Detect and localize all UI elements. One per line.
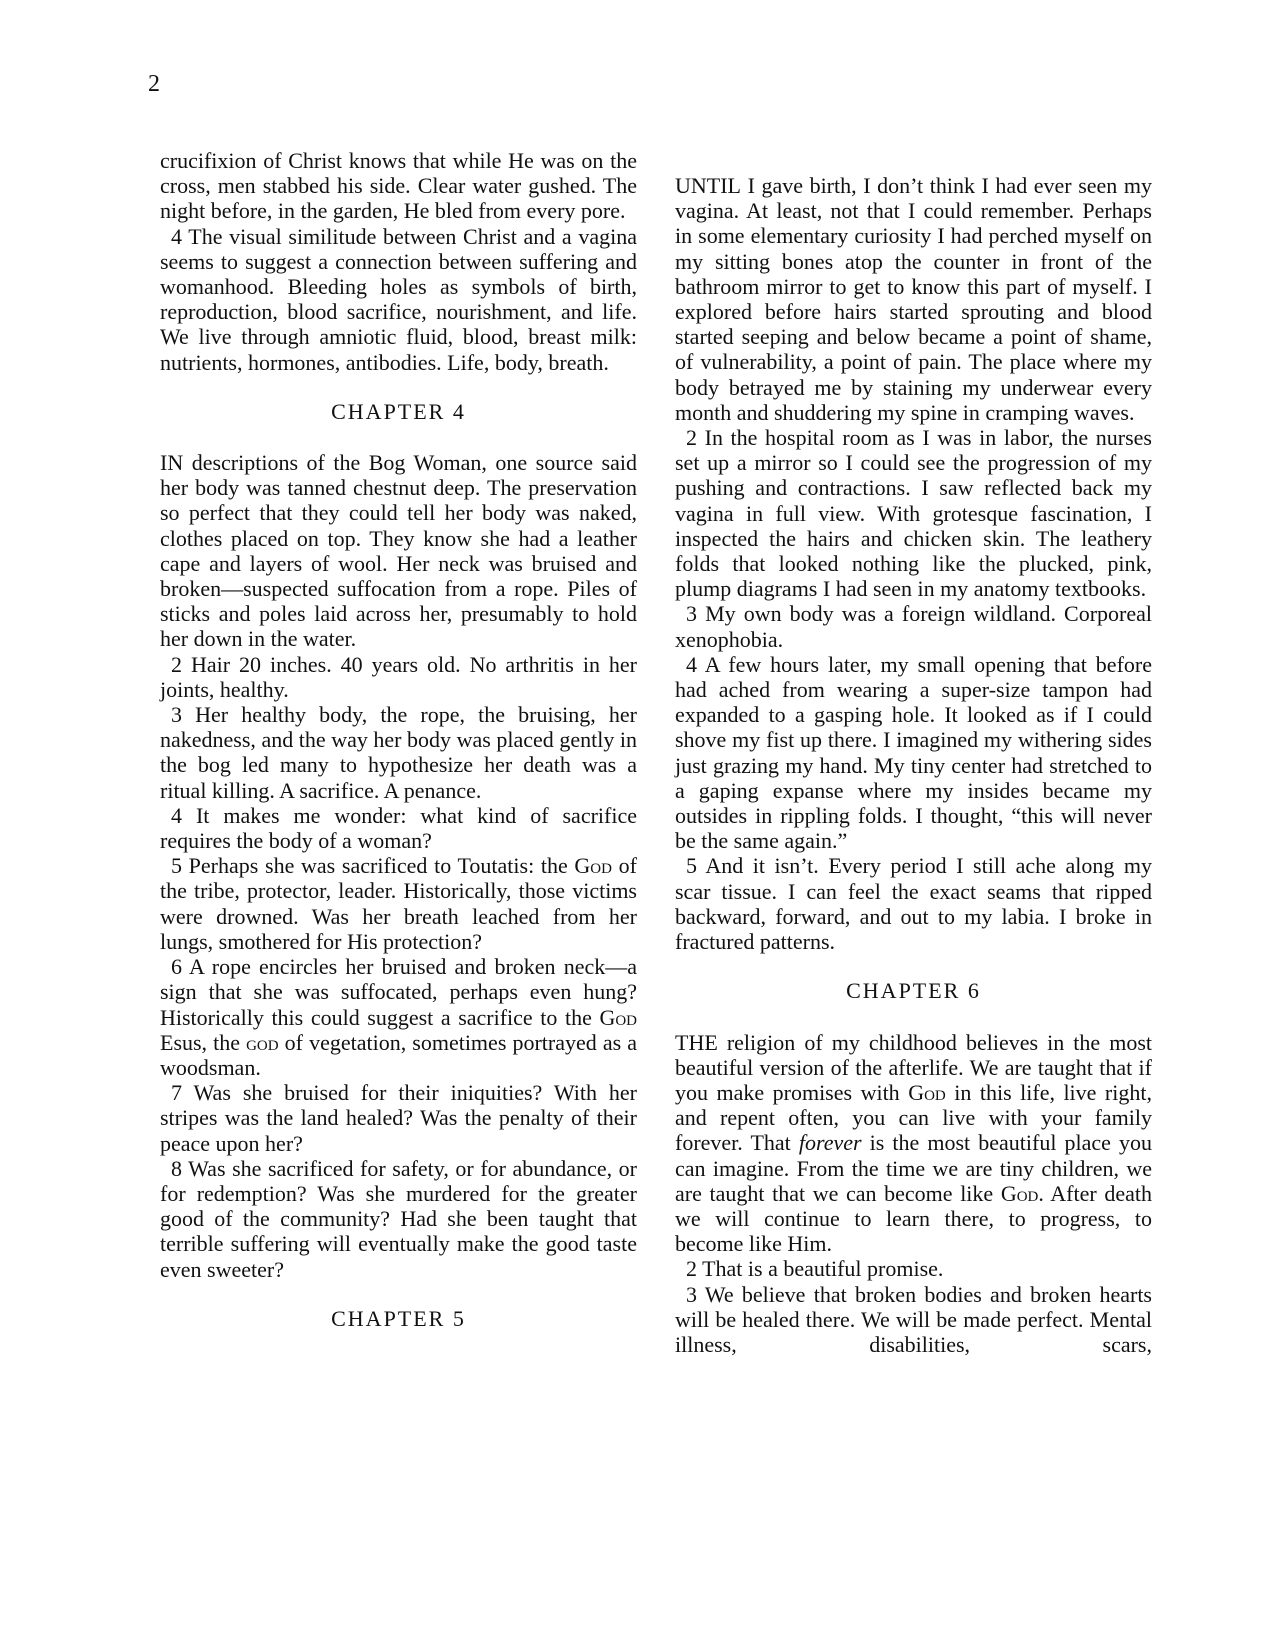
chapter-4-paragraph-7: 7 Was she bruised for their iniquities? With her stripes was the land healed? Was the penalty of their peace upon her? xyxy=(160,1080,637,1156)
paragraph-text: Esus, the xyxy=(160,1029,247,1055)
chapter-4-heading: CHAPTER 4 xyxy=(331,398,466,424)
chapter-5-paragraph-2: 2 In the hospital room as I was in labor, the nurses set up a mirror so I could see the progression of my pushing and contractions. I saw reflected back my vagina in full view. With grotesque fascination, I inspected the hairs and chicken skin. The leathery folds that looked nothing like the plucked, pink, plump diagrams I had seen in my anatomy textbooks. xyxy=(675,425,1152,602)
chapter-4-paragraph-8: 8 Was she sacrificed for safety, or for abundance, or for redemption? Was she murdered for the greater good of the community? Had she been taught that terrible suffering will eventually make the good taste even sweeter? xyxy=(160,1155,637,1282)
paragraph-text: is the most beautiful place you can imagine. From the time we are tiny children, we are taught that we can become like xyxy=(675,1130,1152,1206)
page-number: 2 xyxy=(148,71,160,97)
chapter-5-paragraph-3: 3 My own body was a foreign wildland. Corporeal xenophobia. xyxy=(675,601,1152,652)
chapter-4-paragraph-1 xyxy=(160,450,637,652)
chapter-4-paragraph-3: 3 Her healthy body, the rope, the bruising, her nakedness, and the way her body was placed gently in the bog led many to hypothesize her death was a ritual killing. A sacrifice. A penance. xyxy=(160,702,637,803)
chapter-4-paragraph-6 xyxy=(160,954,637,1080)
paragraph-text: religion of my childhood believes in the most beautiful version of the afterlife. We are taught that if you make promises with xyxy=(675,1029,1152,1105)
chapter-4-paragraph-2: 2 Hair 20 inches. 40 years old. No arthritis in her joints, healthy. xyxy=(160,651,637,702)
lead-word-smallcaps: N xyxy=(167,450,184,476)
chapter-6-paragraph-3: 3 We believe that broken bodies and broken hearts will be healed there. We will be made perfect. Mental illness, disabilities, scars, xyxy=(675,1281,1152,1357)
paragraph-text: 5 Perhaps she was sacrificed to Toutatis: the xyxy=(171,853,575,879)
lead-word-initial: U xyxy=(675,173,691,198)
god-smallcaps: god xyxy=(246,1029,279,1055)
emphasis-forever: forever xyxy=(798,1130,862,1156)
chapter-5-paragraph-5: 5 And it isn’t. Every period I still ache along my scar tissue. I can feel the exact seams that ripped backward, forward, and out to my labia. I broke in fractured patterns. xyxy=(675,853,1152,955)
chapter-5-paragraph-1 xyxy=(675,173,1152,425)
chapter-5-heading: CHAPTER 5 xyxy=(331,1305,466,1331)
paragraph-3-4: 4 The visual similitude between Christ and a vagina seems to suggest a connection between suffering and womanhood. Bleeding holes as symbols of birth, reproduction, blood sacrifice, nourishment, and life. We live through amniotic fluid, blood, breast milk: nutrients, hormones, antibodies. Life, body, breath. xyxy=(160,223,637,375)
god-smallcaps: God xyxy=(574,853,612,879)
chapter-6-heading: CHAPTER 6 xyxy=(846,978,981,1004)
paragraph-text: I gave birth, I don’t think I had ever seen my vagina. At least, not that I could remember. Perhaps in some elementary curiosity I had perched myself on my sitting bones atop the counter in front of the bathroom mirror to get to know this part of myself. I explored before hairs started sprouting and blood started seeping and below became a point of shame, of vulnerability, a point of pain. The place where my body betrayed me by staining my underwear every month and shuddering my spine in cramping waves. xyxy=(675,173,1152,425)
paragraph-text: 6 A rope encircles her bruised and broken neck—a sign that she was suffocated, perhaps even hung? Historically this could suggest a sacrifice to the xyxy=(160,954,637,1030)
chapter-5-paragraph-4: 4 A few hours later, my small opening that before had ached from wearing a super-size tampon had expanded to a gasping hole. It looked as if I could shove my fist up there. I imagined my withering sides just grazing my hand. My tiny center had stretched to a gaping expanse where my insides became my outsides in rippling folds. I thought, “this will never be the same again.” xyxy=(675,651,1152,854)
paragraph-text: in this life, live right, and repent often, you can live with your family forever. That xyxy=(675,1079,1152,1156)
god-smallcaps: God xyxy=(1000,1180,1039,1206)
lead-word-smallcaps: HE xyxy=(688,1029,718,1055)
paragraph-text: descriptions of the Bog Woman, one source said her body was tanned chestnut deep. The preservation so perfect that they could tell her body was naked, clothes placed on top. They know she had a leather cape and layers of wool. Her neck was bruised and broken—suspected suffocation from a rope. Piles of sticks and poles laid across her, presumably to hold her down in the water. xyxy=(160,450,637,652)
paragraph-text: of vegetation, sometimes portrayed as a woodsman. xyxy=(160,1029,637,1080)
chapter-6-paragraph-2: 2 That is a beautiful promise. xyxy=(686,1256,944,1282)
left-column xyxy=(160,148,637,1357)
paragraph-continued: crucifixion of Christ knows that while He was on the cross, men stabbed his side. Clear water gushed. The night before, in the garden, He bled from every pore. xyxy=(160,148,637,224)
paragraph-text: of the tribe, protector, leader. Historically, those victims were drowned. Was her breath leached from her lungs, smothered for His protection? xyxy=(160,853,637,954)
paragraph-text: . After death we will continue to learn there, to progress, to become like Him. xyxy=(675,1180,1152,1257)
lead-word-initial: T xyxy=(675,1029,689,1055)
lead-word-smallcaps: NTIL xyxy=(690,173,741,198)
right-column xyxy=(675,173,1152,1357)
lead-word-initial: I xyxy=(160,450,168,476)
god-smallcaps: God xyxy=(599,1004,637,1030)
chapter-4-paragraph-5 xyxy=(160,853,637,954)
chapter-6-paragraph-1 xyxy=(675,1030,1152,1257)
chapter-4-paragraph-4: 4 It makes me wonder: what kind of sacrifice requires the body of a woman? xyxy=(160,802,637,854)
god-smallcaps: God xyxy=(908,1079,946,1105)
